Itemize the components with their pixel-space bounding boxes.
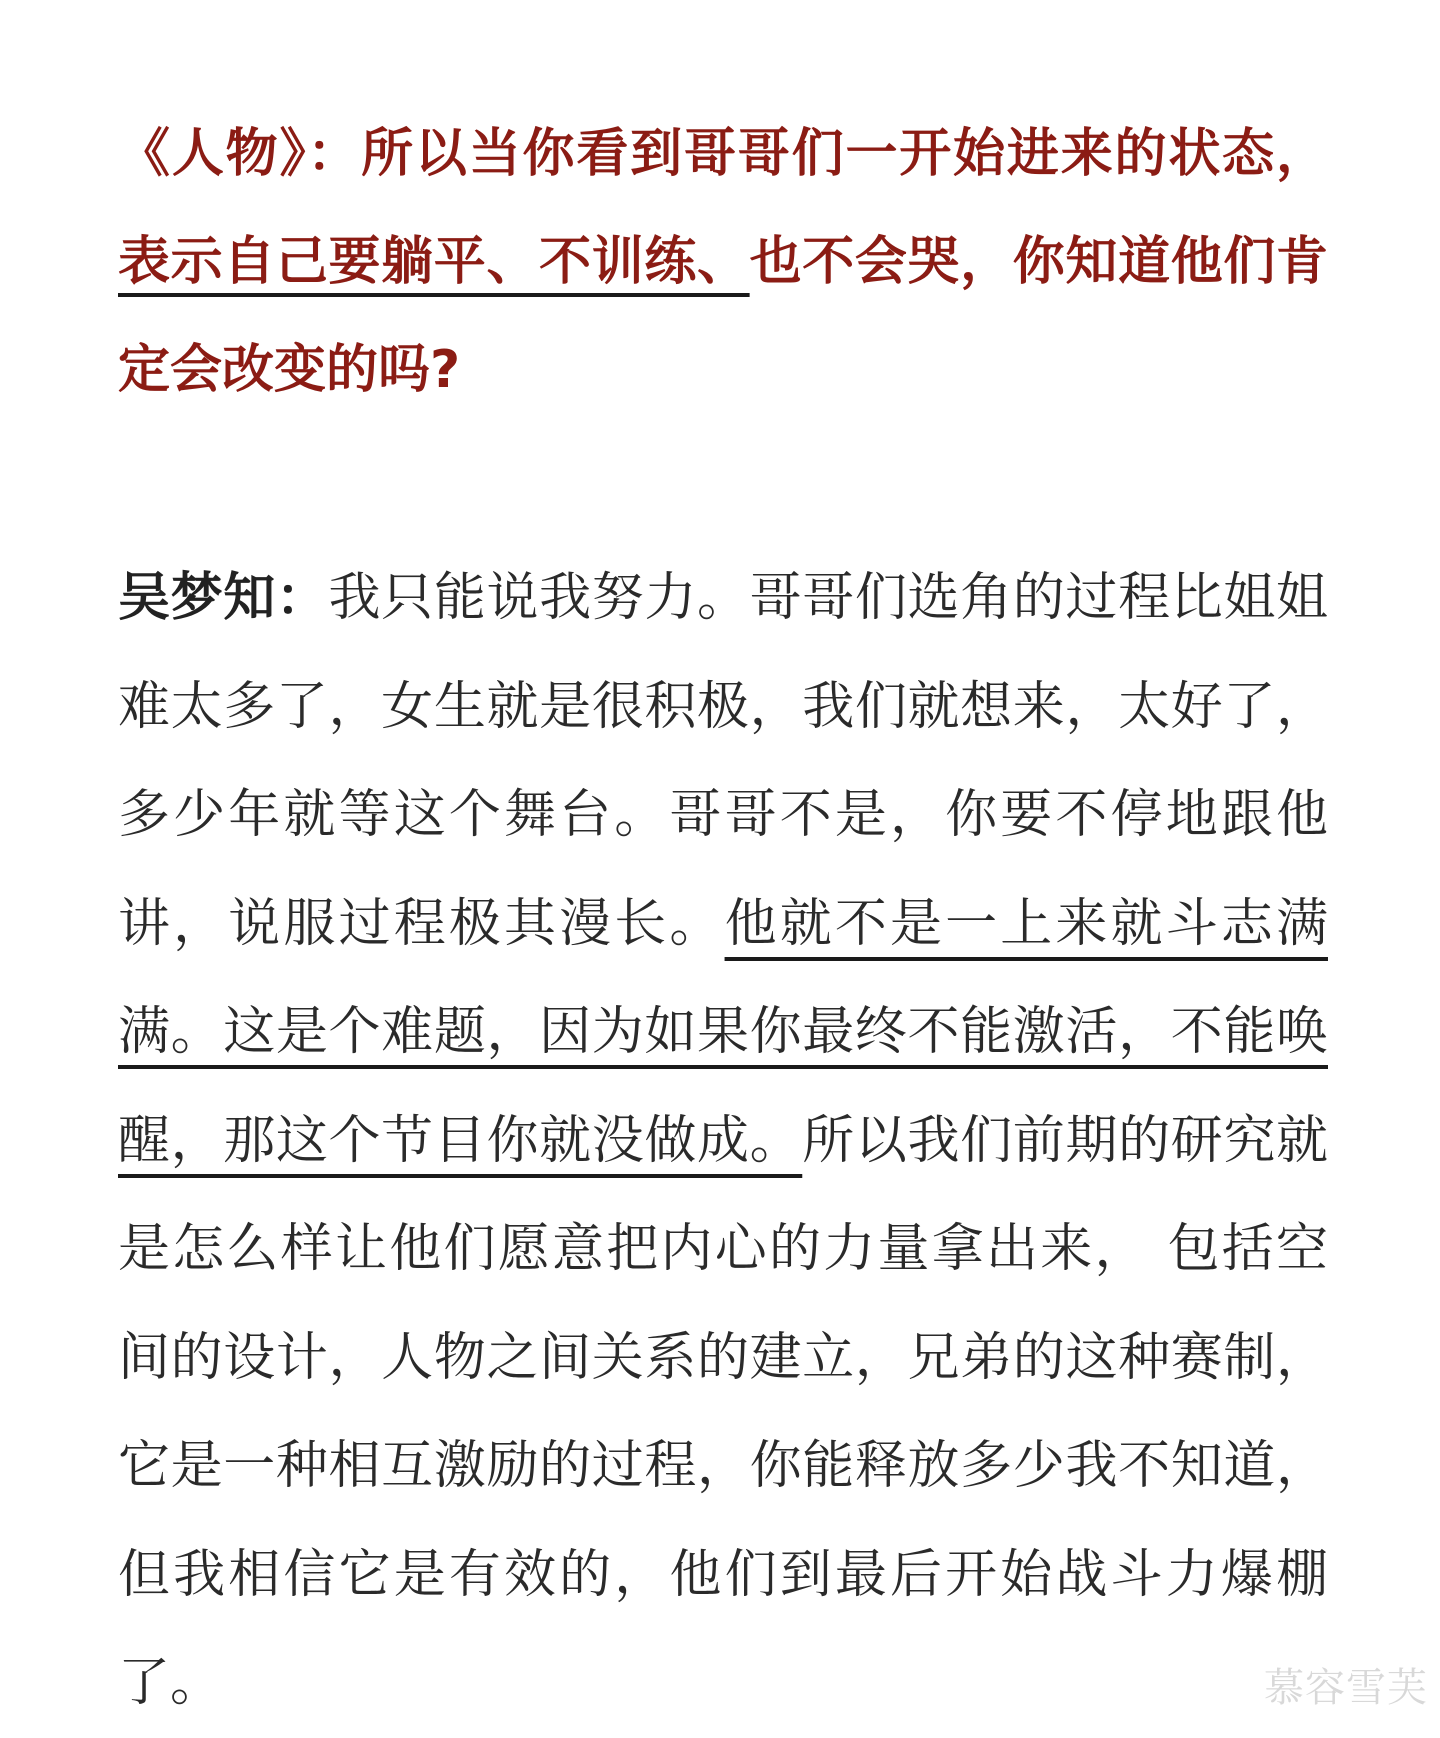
answer-underlined-passage: 他就不是一上来就斗志满满。这是个难题，因为如果你最终不能激活，不能唤醒，那这个节目你就没做成。	[118, 893, 1328, 1171]
question-prefix: 《人物》：所以当你看到哥哥们一开始进来的状态，	[118, 124, 1328, 184]
interview-answer	[118, 544, 1328, 1738]
article-body	[118, 100, 1328, 1738]
question-underlined-phrase: 表示自己要躺平、不训练、	[118, 232, 750, 292]
answer-text-after: 所以我们前期的研究就是怎么样让他们愿意把内心的力量拿出来， 包括空间的设计，人物之间关系的建立，兄弟的这种赛制，它是一种相互激励的过程，你能释放多少我不知道，但我相信它是有效的，他们到最后开始战斗力爆棚了。	[118, 1110, 1328, 1713]
speaker-name: 吴梦知：	[118, 568, 329, 628]
interview-question	[118, 100, 1328, 424]
question-suffix: 也不会哭，你知道他们肯定会改变的吗?	[118, 232, 1328, 400]
watermark: 慕容雪芙	[1264, 1665, 1428, 1711]
answer-text-before: 我只能说我努力。哥哥们选角的过程比姐姐难太多了，女生就是很积极，我们就想来，太好了，多少年就等这个舞台。哥哥不是，你要不停地跟他讲，说服过程极其漫长。	[118, 568, 1328, 954]
